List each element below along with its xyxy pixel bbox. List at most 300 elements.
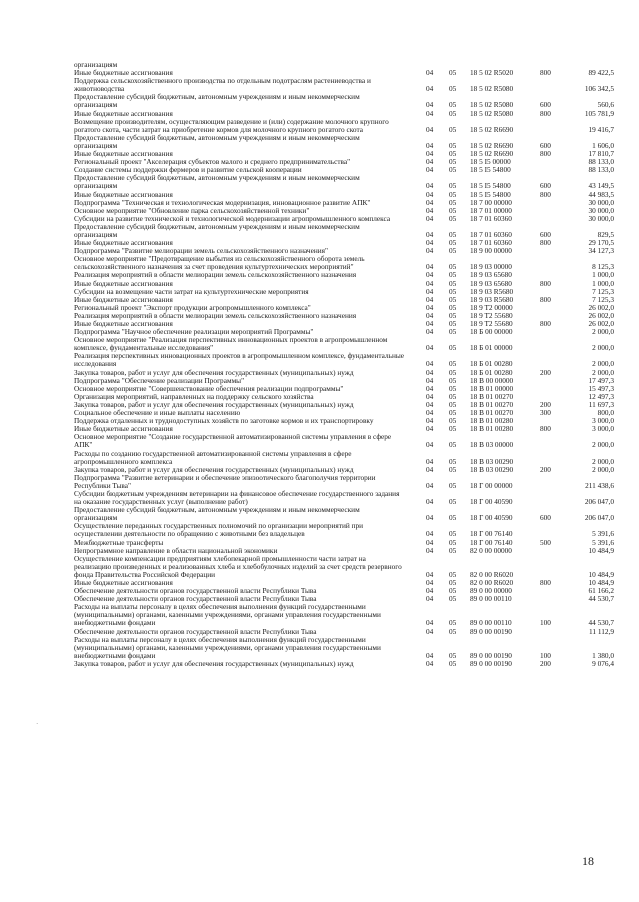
row-razdel: 04 bbox=[426, 440, 434, 450]
row-name: Иные бюджетные ассигнования bbox=[74, 278, 173, 288]
row-razdel: 04 bbox=[426, 68, 434, 78]
row-target-article: 18 В 01 00280 bbox=[470, 416, 514, 426]
row-podrazdel: 05 bbox=[449, 294, 457, 304]
row-name: Основное мероприятие "Реализация перспективных инновационных проектов в агропромышленном комплексе, фундаментальные исследования" bbox=[74, 335, 388, 353]
row-razdel: 04 bbox=[426, 424, 434, 434]
row-podrazdel: 05 bbox=[449, 165, 457, 175]
row-target-article: 89 0 00 00190 bbox=[470, 626, 512, 636]
row-podrazdel: 05 bbox=[449, 424, 457, 434]
row-name: Основное мероприятие "Совершенствование обеспечения реализации подпрограммы" bbox=[74, 383, 344, 393]
table-row bbox=[74, 450, 614, 466]
row-amount: 26 002,0 bbox=[588, 310, 614, 320]
row-podrazdel: 05 bbox=[449, 286, 457, 296]
row-target-article: 18 5 02 R6690 bbox=[470, 124, 514, 134]
row-podrazdel: 05 bbox=[449, 537, 457, 547]
row-razdel: 04 bbox=[426, 391, 434, 401]
table-row bbox=[74, 506, 614, 522]
row-target-article: 18 9 03 R5680 bbox=[470, 294, 514, 304]
table-row bbox=[74, 174, 614, 190]
row-podrazdel: 05 bbox=[449, 383, 457, 393]
row-target-article: 18 9 T2 55680 bbox=[470, 310, 513, 320]
row-podrazdel: 05 bbox=[449, 497, 457, 507]
row-name: Региональный проект "Экспорт продукции агропромышленного комплекса" bbox=[74, 302, 311, 312]
row-target-article: 18 5 02 R5080 bbox=[470, 100, 514, 110]
row-target-article: 89 0 00 00190 bbox=[470, 650, 512, 660]
table-row bbox=[74, 660, 614, 668]
row-amount: 11 112,9 bbox=[589, 626, 614, 636]
table-row bbox=[74, 555, 614, 579]
row-amount: 12 497,3 bbox=[588, 391, 614, 401]
row-razdel: 04 bbox=[426, 213, 434, 223]
row-target-article: 18 9 03 R5680 bbox=[470, 286, 514, 296]
row-target-article: 89 0 00 00110 bbox=[470, 618, 512, 628]
row-amount: 206 047,0 bbox=[584, 513, 614, 523]
row-razdel: 04 bbox=[426, 650, 434, 660]
row-amount: 30 000,0 bbox=[588, 205, 614, 215]
row-target-article: 18 7 01 60360 bbox=[470, 213, 512, 223]
row-razdel: 04 bbox=[426, 205, 434, 215]
row-name: Подпрограмма "Научное обеспечение реализации мероприятий Программы" bbox=[74, 327, 314, 337]
row-target-article: 89 0 00 00110 bbox=[470, 594, 512, 604]
row-target-article: 18 В 03 00290 bbox=[470, 464, 514, 474]
row-target-article: 82 0 00 R6020 bbox=[470, 569, 514, 579]
row-name: Подпрограмма "Обеспечение реализации Программы" bbox=[74, 375, 245, 385]
row-podrazdel: 05 bbox=[449, 391, 457, 401]
row-razdel: 04 bbox=[426, 545, 434, 555]
row-razdel: 04 bbox=[426, 578, 434, 587]
row-podrazdel: 05 bbox=[449, 100, 457, 110]
row-amount: 2 000,0 bbox=[592, 327, 614, 337]
row-expense-type: 100 bbox=[540, 650, 551, 660]
row-expense-type: 500 bbox=[540, 537, 551, 547]
row-target-article: 18 5 02 R5020 bbox=[470, 68, 514, 78]
row-amount: 8 125,3 bbox=[592, 262, 614, 272]
row-name: Расходы на выплаты персоналу в целях обеспечения выполнения функций государственными (муниципальными) органами, казенными учреждениями, органами управления государственными внебюджетными фондами bbox=[74, 634, 381, 660]
row-expense-type: 800 bbox=[540, 149, 551, 159]
row-name: Иные бюджетные ассигнования bbox=[74, 294, 173, 304]
row-podrazdel: 05 bbox=[449, 569, 457, 579]
table-row bbox=[74, 352, 614, 368]
row-razdel: 04 bbox=[426, 367, 434, 377]
row-podrazdel: 05 bbox=[449, 84, 457, 94]
row-razdel: 04 bbox=[426, 327, 434, 337]
row-expense-type: 800 bbox=[540, 238, 551, 248]
row-amount: 34 127,3 bbox=[588, 246, 614, 256]
row-name: Иные бюджетные ассигнования bbox=[74, 149, 173, 159]
row-podrazdel: 05 bbox=[449, 586, 457, 596]
row-podrazdel: 05 bbox=[449, 626, 457, 636]
row-name: Предоставление субсидий бюджетным, автономным учреждениям и иным некоммерческим организациям bbox=[74, 173, 360, 191]
row-name: Создание системы поддержки фермеров и развитие сельской кооперации bbox=[74, 165, 302, 175]
row-expense-type: 800 bbox=[540, 424, 551, 434]
row-expense-type: 300 bbox=[540, 408, 551, 418]
row-amount: 106 342,5 bbox=[584, 84, 614, 94]
row-name: Предоставление субсидий бюджетным, автономным учреждениям и иным некоммерческим организациям bbox=[74, 132, 360, 150]
row-expense-type: 800 bbox=[540, 108, 551, 118]
row-target-article: 18 Г 00 40590 bbox=[470, 513, 513, 523]
row-amount: 26 002,0 bbox=[588, 302, 614, 312]
row-amount: 211 438,6 bbox=[585, 480, 614, 490]
row-amount: 10 484,9 bbox=[588, 578, 614, 587]
row-razdel: 04 bbox=[426, 529, 434, 539]
row-amount: 17 810,7 bbox=[588, 149, 614, 159]
row-amount: 5 391,6 bbox=[592, 529, 614, 539]
row-target-article: 82 0 00 R6020 bbox=[470, 578, 514, 587]
row-razdel: 04 bbox=[426, 375, 434, 385]
row-razdel: 04 bbox=[426, 84, 434, 94]
row-name: Закупка товаров, работ и услуг для обеспечения государственных (муниципальных) нужд bbox=[74, 464, 354, 474]
row-razdel: 04 bbox=[426, 278, 434, 288]
row-target-article: 18 7 00 00000 bbox=[470, 197, 512, 207]
table-row bbox=[74, 474, 614, 490]
table-row bbox=[74, 490, 614, 506]
row-razdel: 04 bbox=[426, 594, 434, 604]
row-name: Предоставление субсидий бюджетным, автономным учреждениям и иным некоммерческим организациям bbox=[74, 92, 360, 110]
row-name: организациям bbox=[74, 60, 118, 69]
row-name: Иные бюджетные ассигнования bbox=[74, 319, 173, 328]
row-amount: 43 149,5 bbox=[588, 181, 614, 191]
row-name: Закупка товаров, работ и услуг для обеспечения государственных (муниципальных) нужд bbox=[74, 399, 354, 409]
row-razdel: 04 bbox=[426, 286, 434, 296]
row-podrazdel: 05 bbox=[449, 578, 457, 587]
row-podrazdel: 05 bbox=[449, 68, 457, 78]
row-expense-type: 800 bbox=[540, 319, 551, 328]
row-expense-type: 600 bbox=[540, 229, 551, 239]
row-podrazdel: 05 bbox=[449, 213, 457, 223]
row-amount: 560,6 bbox=[597, 100, 614, 110]
row-target-article: 18 В 01 00000 bbox=[470, 383, 514, 393]
row-name: Реализация мероприятий в области мелиорации земель сельскохозяйственного назначения bbox=[74, 310, 357, 320]
row-amount: 44 530,7 bbox=[588, 618, 614, 628]
row-razdel: 04 bbox=[426, 165, 434, 175]
row-name: Непрограммное направление в области национальной экономики bbox=[74, 545, 278, 555]
row-target-article: 18 В 01 00270 bbox=[470, 399, 514, 409]
table-row bbox=[74, 223, 614, 239]
row-amount: 7 125,3 bbox=[592, 294, 614, 304]
row-razdel: 04 bbox=[426, 238, 434, 248]
row-podrazdel: 05 bbox=[449, 480, 457, 490]
row-podrazdel: 05 bbox=[449, 157, 457, 167]
row-target-article: 18 5 I5 54800 bbox=[470, 189, 511, 199]
row-name: Обеспечение деятельности органов государственной власти Республики Тыва bbox=[74, 626, 317, 636]
row-podrazdel: 05 bbox=[449, 149, 457, 159]
row-expense-type: 200 bbox=[540, 367, 551, 377]
row-name: Реализация мероприятий в области мелиорации земель сельскохозяйственного назначения bbox=[74, 270, 357, 280]
row-amount: 2 000,0 bbox=[592, 367, 614, 377]
row-name: Предоставление субсидий бюджетным, автономным учреждениям и иным некоммерческим организациям bbox=[74, 505, 360, 523]
row-podrazdel: 05 bbox=[449, 270, 457, 280]
row-target-article: 18 Б 01 00280 bbox=[470, 359, 513, 369]
row-podrazdel: 05 bbox=[449, 375, 457, 385]
row-podrazdel: 05 bbox=[449, 140, 457, 150]
row-expense-type: 600 bbox=[540, 100, 551, 110]
row-name: Закупка товаров, работ и услуг для обеспечения государственных (муниципальных) нужд bbox=[74, 367, 354, 377]
row-name: Подпрограмма "Техническая и технологическая модернизация, инновационное развитие АПК" bbox=[74, 197, 371, 207]
row-amount: 10 484,9 bbox=[588, 545, 614, 555]
row-name: Иные бюджетные ассигнования bbox=[74, 189, 173, 199]
row-target-article: 18 Г 00 00000 bbox=[470, 480, 513, 490]
row-amount: 2 000,0 bbox=[592, 343, 614, 353]
row-name: Основное мероприятие "Предотвращение выбытия из сельскохозяйственного оборота земель сельскохозяйственного назначения за счет проведения культуртехнических мероприятий" bbox=[74, 254, 365, 272]
row-amount: 1 000,0 bbox=[592, 278, 614, 288]
row-razdel: 04 bbox=[426, 246, 434, 256]
row-name: Предоставление субсидий бюджетным, автономным учреждениям и иным некоммерческим организациям bbox=[74, 221, 360, 239]
row-amount: 206 047,0 bbox=[584, 497, 614, 507]
row-target-article: 18 5 I5 54800 bbox=[470, 181, 511, 191]
row-target-article: 18 Б 00 00000 bbox=[470, 327, 513, 337]
row-podrazdel: 05 bbox=[449, 529, 457, 539]
row-expense-type: 800 bbox=[540, 278, 551, 288]
row-amount: 1 606,0 bbox=[592, 140, 614, 150]
row-razdel: 04 bbox=[426, 586, 434, 596]
row-expense-type: 600 bbox=[540, 140, 551, 150]
row-target-article: 18 9 T2 55680 bbox=[470, 319, 513, 328]
row-target-article: 18 9 T2 00000 bbox=[470, 302, 513, 312]
row-target-article: 18 9 03 65680 bbox=[470, 270, 512, 280]
table-row bbox=[74, 603, 614, 627]
row-expense-type: 600 bbox=[540, 513, 551, 523]
row-razdel: 04 bbox=[426, 197, 434, 207]
row-target-article: 18 9 00 00000 bbox=[470, 246, 512, 256]
row-razdel: 04 bbox=[426, 140, 434, 150]
row-name: Межбюджетные трансферты bbox=[74, 537, 164, 547]
row-target-article: 89 0 00 00190 bbox=[470, 658, 512, 668]
row-podrazdel: 05 bbox=[449, 197, 457, 207]
row-razdel: 04 bbox=[426, 464, 434, 474]
row-amount: 9 076,4 bbox=[592, 658, 614, 668]
row-name: Возмещение производителям, осуществляющим разведение и (или) содержание молочного крупного рогатого скота, части затрат на приобретение кормов для молочного крупного рогатого скота bbox=[74, 116, 389, 134]
row-name: Субсидии бюджетным учреждениям ветеринарии на финансовое обеспечение государственного задания на оказание государственных услуг (выполнение работ) bbox=[74, 488, 400, 507]
row-name: Организация мероприятий, направленных на поддержку сельского хозяйства bbox=[74, 391, 314, 401]
row-amount: 29 170,5 bbox=[588, 238, 614, 248]
row-amount: 11 697,3 bbox=[588, 399, 614, 409]
row-razdel: 04 bbox=[426, 181, 434, 191]
row-podrazdel: 05 bbox=[449, 278, 457, 288]
row-amount: 7 125,3 bbox=[592, 286, 614, 296]
row-amount: 30 000,0 bbox=[588, 213, 614, 223]
row-razdel: 04 bbox=[426, 618, 434, 628]
row-amount: 10 484,9 bbox=[588, 569, 614, 579]
row-podrazdel: 05 bbox=[449, 302, 457, 312]
row-podrazdel: 05 bbox=[449, 108, 457, 118]
row-podrazdel: 05 bbox=[449, 205, 457, 215]
row-name: Субсидии на развитие технической и технологической модернизации агропромышленного комплекса bbox=[74, 213, 391, 223]
row-target-article: 18 5 02 R6690 bbox=[470, 140, 514, 150]
row-name: Иные бюджетные ассигнования bbox=[74, 238, 173, 248]
row-amount: 105 781,9 bbox=[584, 108, 614, 118]
table-row bbox=[74, 336, 614, 352]
row-target-article: 18 9 03 65680 bbox=[470, 278, 512, 288]
table-row bbox=[74, 77, 614, 93]
row-podrazdel: 05 bbox=[449, 464, 457, 474]
row-target-article: 18 В 03 00000 bbox=[470, 440, 514, 450]
row-target-article: 18 7 01 00000 bbox=[470, 205, 512, 215]
row-razdel: 04 bbox=[426, 294, 434, 304]
row-name: Обеспечение деятельности органов государственной власти Республики Тыва bbox=[74, 594, 317, 604]
table-row bbox=[74, 118, 614, 134]
row-razdel: 04 bbox=[426, 456, 434, 466]
table-row bbox=[74, 433, 614, 449]
row-amount: 2 000,0 bbox=[592, 359, 614, 369]
table-row bbox=[74, 134, 614, 150]
row-podrazdel: 05 bbox=[449, 416, 457, 426]
budget-table bbox=[74, 61, 614, 668]
row-amount: 44 530,7 bbox=[588, 594, 614, 604]
row-name: Поддержка сельскохозяйственного производства по отдельным подотраслям растениеводства и животноводства bbox=[74, 76, 371, 94]
row-podrazdel: 05 bbox=[449, 545, 457, 555]
row-target-article: 18 Б 01 00280 bbox=[470, 367, 513, 377]
row-name: Иные бюджетные ассигнования bbox=[74, 108, 173, 118]
row-name: Основное мероприятие "Обновление парка сельскохозяйственной техники" bbox=[74, 205, 310, 215]
row-name: Региональный проект "Акселерация субъектов малого и среднего предпринимательства" bbox=[74, 157, 351, 167]
row-expense-type: 800 bbox=[540, 578, 551, 587]
row-name: Иные бюджетные ассигнования bbox=[74, 578, 173, 587]
row-expense-type: 100 bbox=[540, 618, 551, 628]
row-amount: 17 497,3 bbox=[588, 375, 614, 385]
row-razdel: 04 bbox=[426, 262, 434, 272]
row-amount: 829,5 bbox=[597, 229, 614, 239]
row-razdel: 04 bbox=[426, 319, 434, 328]
row-name: Подпрограмма "Развитие мелиорации земель сельскохозяйственного назначения" bbox=[74, 246, 328, 256]
row-target-article: 18 Б 01 00000 bbox=[470, 343, 513, 353]
row-name: Иные бюджетные ассигнования bbox=[74, 424, 173, 434]
row-amount: 1 000,0 bbox=[592, 270, 614, 280]
row-name: Осуществление переданных государственных полномочий по организации мероприятий при осуществлении деятельности по обращению с животными без владельцев bbox=[74, 521, 364, 539]
table-row bbox=[74, 255, 614, 271]
row-razdel: 04 bbox=[426, 124, 434, 134]
row-target-article: 18 Г 00 40590 bbox=[470, 497, 513, 507]
row-name: Осуществление компенсации предприятиям хлебопекарной промышленности части затрат на реализацию произведенных и реализованных хлеба и хлебобулочных изделий за счет средств резервного фонда Правительства Российской Федерации bbox=[74, 553, 402, 579]
row-amount: 89 422,5 bbox=[588, 68, 614, 78]
page-number: 18 bbox=[582, 854, 594, 868]
row-amount: 88 133,0 bbox=[588, 165, 614, 175]
row-razdel: 04 bbox=[426, 399, 434, 409]
row-razdel: 04 bbox=[426, 359, 434, 369]
row-podrazdel: 05 bbox=[449, 594, 457, 604]
row-razdel: 04 bbox=[426, 513, 434, 523]
row-podrazdel: 05 bbox=[449, 513, 457, 523]
row-name: Расходы на выплаты персоналу в целях обеспечения выполнения функций государственными (муниципальными) органами, казенными учреждениями, органами управления государственными внебюджетными фондами bbox=[74, 602, 381, 628]
row-razdel: 04 bbox=[426, 100, 434, 110]
row-amount: 88 133,0 bbox=[588, 157, 614, 167]
row-podrazdel: 05 bbox=[449, 650, 457, 660]
row-podrazdel: 05 bbox=[449, 440, 457, 450]
row-target-article: 18 5 I5 00000 bbox=[470, 157, 511, 167]
row-target-article: 18 В 01 00270 bbox=[470, 408, 514, 418]
row-podrazdel: 05 bbox=[449, 343, 457, 353]
row-podrazdel: 05 bbox=[449, 367, 457, 377]
row-podrazdel: 05 bbox=[449, 181, 457, 191]
row-podrazdel: 05 bbox=[449, 246, 457, 256]
row-amount: 2 000,0 bbox=[592, 464, 614, 474]
row-razdel: 04 bbox=[426, 416, 434, 426]
row-name: Расходы по созданию государственной автоматизированной системы управления в сфере агропромышленного комплекса bbox=[74, 448, 352, 466]
row-razdel: 04 bbox=[426, 569, 434, 579]
row-target-article: 18 В 01 00270 bbox=[470, 391, 514, 401]
table-row bbox=[74, 636, 614, 660]
row-target-article: 18 7 01 60360 bbox=[470, 229, 512, 239]
row-target-article: 18 В 01 00280 bbox=[470, 424, 514, 434]
row-target-article: 18 В 00 00000 bbox=[470, 375, 514, 385]
row-podrazdel: 05 bbox=[449, 124, 457, 134]
row-target-article: 18 5 02 R6690 bbox=[470, 149, 514, 159]
row-razdel: 04 bbox=[426, 229, 434, 239]
row-expense-type: 600 bbox=[540, 181, 551, 191]
row-amount: 26 002,0 bbox=[588, 319, 614, 328]
row-amount: 3 000,0 bbox=[592, 424, 614, 434]
row-target-article: 18 5 02 R5080 bbox=[470, 108, 514, 118]
row-name: Реализация перспективных инновационных проектов в агропромышленном комплексе, фундаментальные исследования bbox=[74, 351, 404, 369]
row-podrazdel: 05 bbox=[449, 399, 457, 409]
row-target-article: 18 7 01 60360 bbox=[470, 238, 512, 248]
row-razdel: 04 bbox=[426, 343, 434, 353]
row-expense-type: 800 bbox=[540, 68, 551, 78]
row-name: Подпрограмма "Развитие ветеринарии и обеспечение эпизоотического благополучия территории Республики Тыва" bbox=[74, 472, 376, 490]
row-podrazdel: 05 bbox=[449, 262, 457, 272]
row-razdel: 04 bbox=[426, 270, 434, 280]
row-name: Основное мероприятие "Создание государственной автоматизированной системы управления в сфере АПК" bbox=[74, 432, 392, 450]
row-target-article: 18 5 02 R5080 bbox=[470, 84, 514, 94]
row-podrazdel: 05 bbox=[449, 189, 457, 199]
row-amount: 30 000,0 bbox=[588, 197, 614, 207]
row-amount: 19 416,7 bbox=[588, 124, 614, 134]
row-target-article: 89 0 00 00000 bbox=[470, 586, 512, 596]
row-podrazdel: 05 bbox=[449, 359, 457, 369]
row-name: Социальное обеспечение и иные выплаты населению bbox=[74, 408, 241, 418]
row-expense-type: 800 bbox=[540, 189, 551, 199]
row-amount: 1 380,0 bbox=[592, 650, 614, 660]
row-razdel: 04 bbox=[426, 383, 434, 393]
row-expense-type: 200 bbox=[540, 464, 551, 474]
row-target-article: 18 В 03 00290 bbox=[470, 456, 514, 466]
row-podrazdel: 05 bbox=[449, 618, 457, 628]
row-name: Иные бюджетные ассигнования bbox=[74, 68, 173, 78]
row-razdel: 04 bbox=[426, 189, 434, 199]
row-target-article: 18 Г 00 76140 bbox=[470, 537, 513, 547]
row-expense-type: 800 bbox=[540, 294, 551, 304]
row-amount: 3 000,0 bbox=[592, 416, 614, 426]
row-podrazdel: 05 bbox=[449, 327, 457, 337]
table-row bbox=[74, 93, 614, 109]
row-name: Закупка товаров, работ и услуг для обеспечения государственных (муниципальных) нужд bbox=[74, 658, 354, 668]
row-target-article: 82 0 00 00000 bbox=[470, 545, 512, 555]
row-amount: 2 000,0 bbox=[592, 440, 614, 450]
row-razdel: 04 bbox=[426, 157, 434, 167]
row-razdel: 04 bbox=[426, 108, 434, 118]
row-razdel: 04 bbox=[426, 302, 434, 312]
row-razdel: 04 bbox=[426, 658, 434, 668]
row-podrazdel: 05 bbox=[449, 229, 457, 239]
row-amount: 800,0 bbox=[597, 408, 614, 418]
row-amount: 15 497,3 bbox=[588, 383, 614, 393]
row-podrazdel: 05 bbox=[449, 456, 457, 466]
row-razdel: 04 bbox=[426, 497, 434, 507]
row-name: Обеспечение деятельности органов государственной власти Республики Тыва bbox=[74, 586, 317, 596]
margin-mark: · bbox=[36, 720, 39, 728]
row-target-article: 18 5 I5 54800 bbox=[470, 165, 511, 175]
row-razdel: 04 bbox=[426, 626, 434, 636]
row-podrazdel: 05 bbox=[449, 658, 457, 668]
row-amount: 44 983,5 bbox=[588, 189, 614, 199]
row-razdel: 04 bbox=[426, 408, 434, 418]
row-name: Субсидии на возмещение части затрат на культуртехнические мероприятия bbox=[74, 286, 309, 296]
row-razdel: 04 bbox=[426, 149, 434, 159]
row-target-article: 18 Г 00 76140 bbox=[470, 529, 513, 539]
row-razdel: 04 bbox=[426, 310, 434, 320]
row-razdel: 04 bbox=[426, 537, 434, 547]
row-expense-type: 200 bbox=[540, 658, 551, 668]
row-podrazdel: 05 bbox=[449, 238, 457, 248]
